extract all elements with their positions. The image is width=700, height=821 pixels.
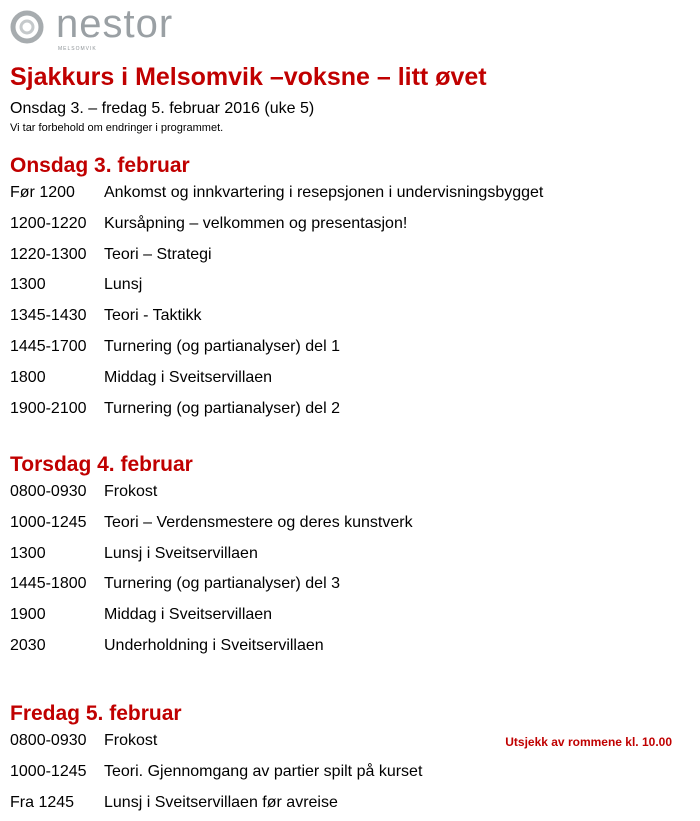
row-activity: Lunsj i Sveitservillaen bbox=[104, 544, 258, 562]
schedule-row bbox=[10, 366, 690, 397]
row-time: 1300 bbox=[10, 544, 46, 562]
schedule-row bbox=[10, 335, 690, 366]
schedule-row bbox=[10, 273, 690, 304]
schedule-row bbox=[10, 603, 690, 634]
schedule-row bbox=[10, 542, 690, 573]
row-activity: Teori. Gjennomgang av partier spilt på kurset bbox=[104, 762, 423, 780]
day-heading: Onsdag 3. februar bbox=[10, 154, 190, 177]
row-time: 1200-1220 bbox=[10, 214, 87, 232]
row-time: 1800 bbox=[10, 368, 46, 386]
row-activity: Frokost bbox=[104, 732, 158, 749]
row-activity: Ankomst og innkvartering i resepsjonen i undervisningsbygget bbox=[104, 184, 544, 201]
day-heading: Torsdag 4. februar bbox=[10, 453, 193, 476]
row-activity: Turnering (og partianalyser) del 1 bbox=[104, 337, 340, 355]
row-activity: Teori - Taktikk bbox=[104, 307, 202, 325]
row-activity: Kursåpning – velkommen og presentasjon! bbox=[104, 214, 408, 232]
row-time: 1900 bbox=[10, 606, 46, 624]
schedule-row bbox=[10, 397, 690, 428]
row-activity: Underholdning i Sveitservillaen bbox=[104, 636, 324, 654]
day-wednesday bbox=[10, 151, 690, 427]
nestor-logo bbox=[10, 2, 210, 52]
nestor-logo-icon bbox=[10, 10, 44, 44]
row-time: 1220-1300 bbox=[10, 245, 87, 263]
row-time: Før 1200 bbox=[10, 184, 75, 201]
row-time: 1000-1245 bbox=[10, 762, 87, 780]
page-title: Sjakkurs i Melsomvik –voksne – litt øvet bbox=[10, 63, 487, 91]
schedule-row bbox=[10, 181, 690, 212]
checkout-notice: Utsjekk av rommene kl. 10.00 bbox=[505, 735, 672, 749]
row-time: 0800-0930 bbox=[10, 732, 87, 749]
row-time: 0800-0930 bbox=[10, 483, 87, 500]
row-time: 1900-2100 bbox=[10, 399, 87, 417]
schedule-row bbox=[10, 760, 690, 791]
row-activity: Teori – Strategi bbox=[104, 245, 212, 263]
day-thursday bbox=[10, 450, 690, 665]
row-time: 1345-1430 bbox=[10, 307, 87, 325]
row-activity: Lunsj bbox=[104, 276, 143, 294]
schedule-row bbox=[10, 634, 690, 665]
day-heading: Fredag 5. februar bbox=[10, 702, 182, 725]
row-activity: Turnering (og partianalyser) del 2 bbox=[104, 399, 340, 417]
schedule-row bbox=[10, 212, 690, 243]
schedule-row bbox=[10, 511, 690, 542]
row-activity: Lunsj i Sveitservillaen før avreise bbox=[104, 793, 338, 811]
page-subtitle: Onsdag 3. – fredag 5. februar 2016 (uke 5) bbox=[10, 100, 315, 117]
row-activity: Frokost bbox=[104, 483, 158, 500]
schedule-row bbox=[10, 304, 690, 335]
schedule-row bbox=[10, 480, 690, 511]
row-activity: Turnering (og partianalyser) del 3 bbox=[104, 575, 340, 593]
schedule-row bbox=[10, 572, 690, 603]
day-friday bbox=[10, 699, 690, 821]
row-time: 2030 bbox=[10, 636, 46, 654]
row-activity: Middag i Sveitservillaen bbox=[104, 368, 273, 386]
row-time: 1300 bbox=[10, 276, 46, 294]
schedule-row bbox=[10, 791, 690, 821]
row-activity: Middag i Sveitservillaen bbox=[104, 606, 273, 624]
disclaimer-note: Vi tar forbehold om endringer i programmet. bbox=[10, 122, 224, 134]
row-time: Fra 1245 bbox=[10, 793, 75, 811]
schedule-row bbox=[10, 243, 690, 274]
row-time: 1445-1700 bbox=[10, 337, 87, 355]
row-activity: Teori – Verdensmestere og deres kunstverk bbox=[104, 513, 413, 531]
logo-tagline: MELSOMVIK bbox=[58, 46, 97, 52]
logo-wordmark: nestor bbox=[56, 2, 174, 46]
schedule-row bbox=[10, 729, 690, 760]
row-time: 1445-1800 bbox=[10, 575, 87, 593]
row-time: 1000-1245 bbox=[10, 513, 87, 531]
